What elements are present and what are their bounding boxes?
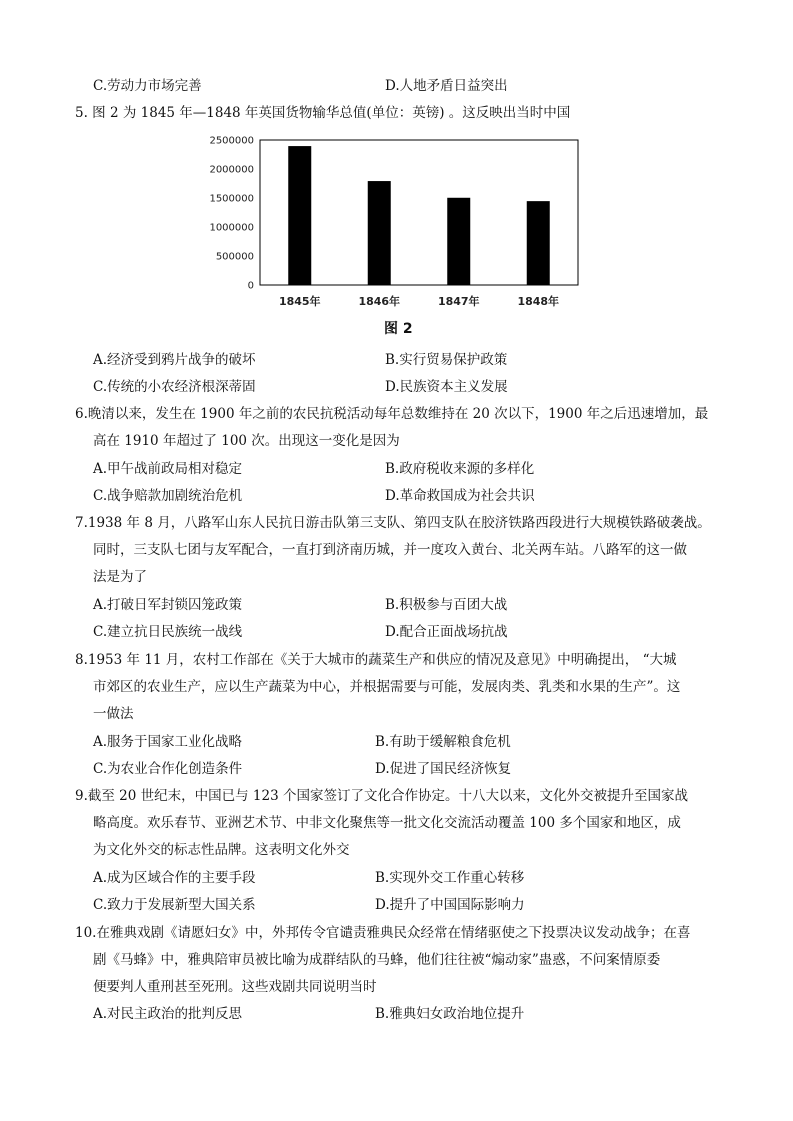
q9-option-c: C.致力于发展新型大国关系 <box>93 897 256 913</box>
q9-stem-line3: 为文化外交的标志性品牌。这表明文化外交 <box>93 842 350 858</box>
q9-option-b: B.实现外交工作重心转移 <box>375 870 525 886</box>
q5-option-d: D.民族资本主义发展 <box>385 379 508 395</box>
q10-stem-line1: 10.在雅典戏剧《请愿妇女》中，外邦传令官谴责雅典民众经常在情绪驱使之下投票决议发动战争；在喜 <box>75 925 691 941</box>
q8-stem-line2: 市郊区的农业生产，应以生产蔬菜为中心，并根据需要与可能，发展肉类、乳类和水果的生产”。这 <box>93 679 681 695</box>
x-tick-label: 1847年 <box>437 295 480 308</box>
q5-option-a: A.经济受到鸦片战争的破坏 <box>93 352 256 368</box>
q6-option-b: B.政府税收来源的多样化 <box>385 461 535 477</box>
y-tick-label: 1000000 <box>209 222 254 234</box>
q6-option-a: A.甲午战前政局相对稳定 <box>93 461 243 477</box>
q6-stem-line1: 6.晚清以来，发生在 1900 年之前的农民抗税活动每年总数维持在 20 次以下，1900 年之后迅速增加，最 <box>75 406 709 422</box>
q6-stem-line2: 高在 1910 年超过了 100 次。出现这一变化是因为 <box>93 433 400 449</box>
q7-stem-line2: 同时，三支队七团与友军配合，一直打到济南历城，并一度攻入黄台、北关两车站。八路军的这一做 <box>93 542 687 558</box>
bar-1846年 <box>368 181 391 285</box>
q8-stem-line3: 一做法 <box>93 706 134 722</box>
q10-option-b: B.雅典妇女政治地位提升 <box>375 1006 525 1022</box>
bar-1848年 <box>527 201 550 285</box>
y-tick-label: 0 <box>247 280 254 292</box>
q9-option-d: D.提升了中国国际影响力 <box>375 897 525 913</box>
x-tick-label: 1848年 <box>517 295 560 308</box>
q5-stem: 5. 图 2 为 1845 年—1848 年英国货物输华总值(单位：英镑) 。这反映出当时中国 <box>75 105 571 121</box>
figure-caption: 图 2 <box>384 321 413 337</box>
q9-option-a: A.成为区域合作的主要手段 <box>93 870 256 886</box>
q4-option-c: C.劳动力市场完善 <box>93 78 202 94</box>
y-tick-label: 2000000 <box>209 164 254 176</box>
q10-stem-line3: 便要判人重刑甚至死刑。这些戏剧共同说明当时 <box>93 979 377 995</box>
q9-stem-line2: 略高度。欢乐春节、亚洲艺术节、中非文化聚焦等一批文化交流活动覆盖 100 多个国家和地区，成 <box>93 815 681 831</box>
q8-option-a: A.服务于国家工业化战略 <box>93 734 243 750</box>
q7-stem-line1: 7.1938 年 8 月，八路军山东人民抗日游击队第三支队、第四支队在胶济铁路西段进行大规模铁路破袭战。 <box>75 515 711 531</box>
x-tick-label: 1846年 <box>358 295 401 308</box>
q7-option-b: B.积极参与百团大战 <box>385 597 508 613</box>
q8-stem-line1: 8.1953 年 11 月，农村工作部在《关于大城市的蔬菜生产和供应的情况及意见》中明确提出， “大城 <box>75 652 677 668</box>
q7-stem-line3: 法是为了 <box>93 569 147 585</box>
bar-1845年 <box>288 146 311 285</box>
y-tick-label: 500000 <box>215 251 254 263</box>
x-tick-label: 1845年 <box>278 295 321 308</box>
q6-option-d: D.革命救国成为社会共识 <box>385 488 535 504</box>
q10-stem-line2: 剧《马蜂》中，雅典陪审员被比喻为成群结队的马蜂，他们往往被“煽动家”蛊惑，不问案情原委 <box>93 952 661 968</box>
q4-option-d: D.人地矛盾日益突出 <box>385 78 508 94</box>
y-tick-label: 1500000 <box>209 193 254 205</box>
q7-option-c: C.建立抗日民族统一战线 <box>93 624 243 640</box>
q7-option-a: A.打破日军封锁囚笼政策 <box>93 597 243 613</box>
q8-option-b: B.有助于缓解粮食危机 <box>375 734 511 750</box>
q5-option-c: C.传统的小农经济根深蒂固 <box>93 379 256 395</box>
q9-stem-line1: 9.截至 20 世纪末，中国已与 123 个国家签订了文化合作协定。十八大以来，文化外交被提升至国家战 <box>75 788 688 804</box>
q6-option-c: C.战争赔款加剧统治危机 <box>93 488 243 504</box>
y-tick-label: 2500000 <box>209 135 254 147</box>
q8-option-c: C.为农业合作化创造条件 <box>93 761 243 777</box>
q7-option-d: D.配合正面战场抗战 <box>385 624 508 640</box>
q5-option-b: B.实行贸易保护政策 <box>385 352 508 368</box>
q10-option-a: A.对民主政治的批判反思 <box>93 1006 243 1022</box>
bar-1847年 <box>447 198 470 285</box>
q8-option-d: D.促进了国民经济恢复 <box>375 761 512 777</box>
